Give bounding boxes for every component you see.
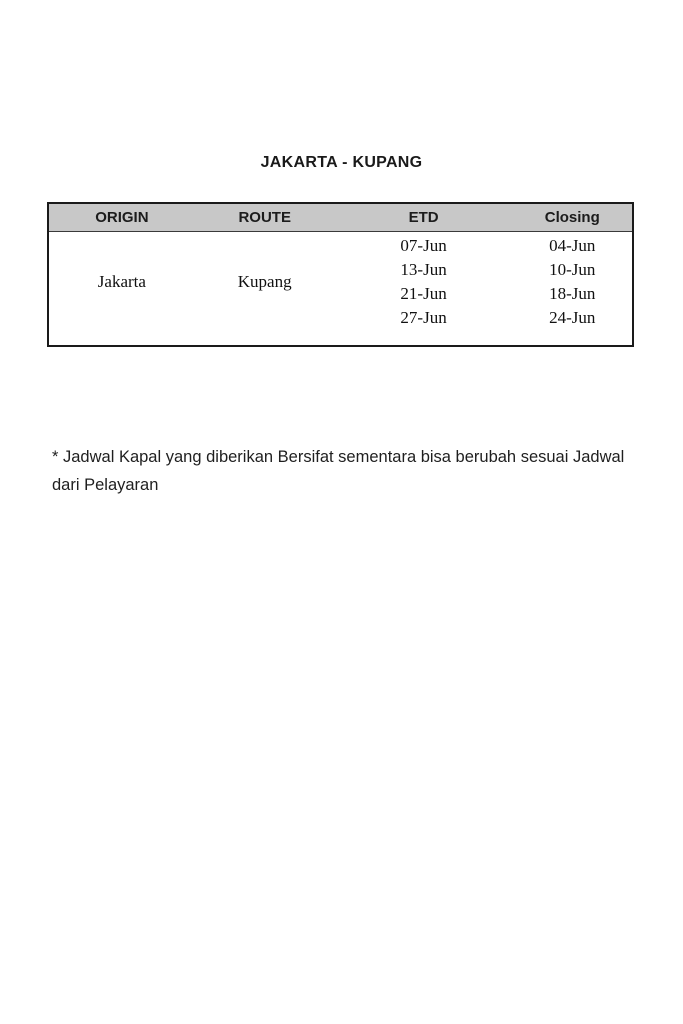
etd-date: 27-Jun — [400, 308, 447, 327]
schedule-note — [52, 443, 642, 499]
closing-date: 04-Jun — [549, 236, 596, 255]
etd-cell — [335, 232, 513, 347]
closing-date: 24-Jun — [549, 308, 596, 327]
note-line: dari Pelayaran — [52, 476, 159, 494]
closing-date: 10-Jun — [549, 260, 596, 279]
etd-date: 21-Jun — [400, 284, 447, 303]
table-row — [48, 232, 633, 347]
page-title: JAKARTA - KUPANG — [260, 154, 423, 171]
schedule-table — [47, 202, 634, 347]
column-header-origin: ORIGIN — [48, 203, 195, 232]
note-line: * Jadwal Kapal yang diberikan Bersifat sementara bisa berubah sesuai Jadwal — [52, 448, 625, 466]
etd-date: 07-Jun — [400, 236, 447, 255]
column-header-route: ROUTE — [195, 203, 335, 232]
route-cell: Kupang — [237, 272, 292, 291]
etd-date: 13-Jun — [400, 260, 447, 279]
origin-cell: Jakarta — [97, 272, 146, 291]
header-row — [48, 203, 633, 232]
column-header-closing: Closing — [512, 203, 633, 232]
closing-cell — [512, 232, 633, 347]
closing-date: 18-Jun — [549, 284, 596, 303]
column-header-etd: ETD — [335, 203, 513, 232]
